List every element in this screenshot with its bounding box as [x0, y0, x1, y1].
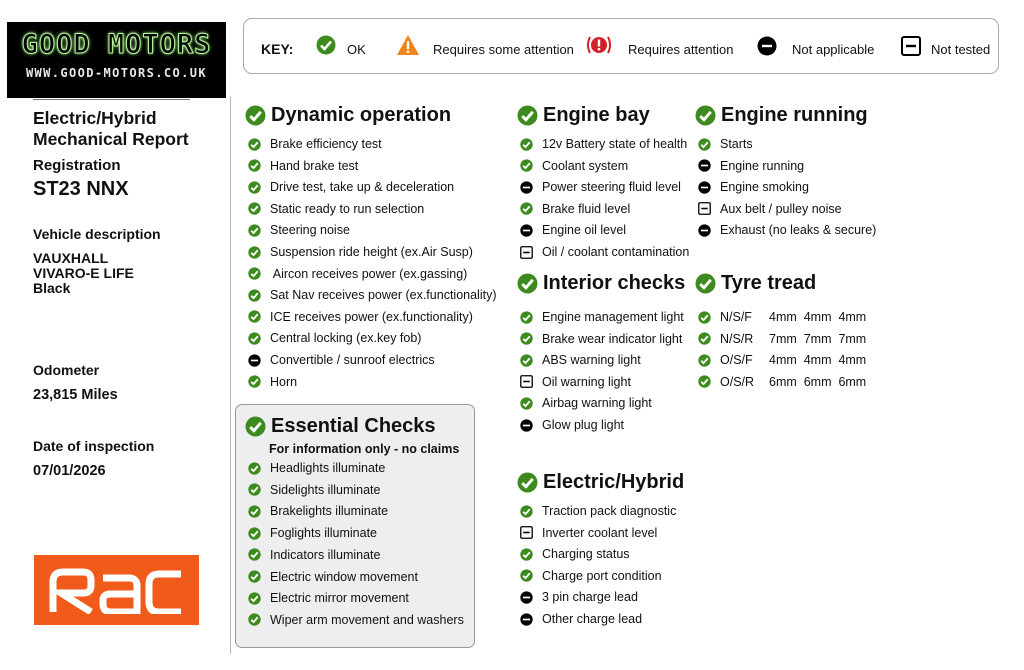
- report-title: [33, 108, 189, 150]
- check-item: [520, 569, 662, 583]
- ok-icon: [248, 181, 261, 194]
- ok-icon: [248, 483, 261, 496]
- check-item: [520, 547, 630, 561]
- inspection-date-value: 07/01/2026: [33, 463, 106, 479]
- tyre-tread-values: 4mm 4mm 4mm: [769, 353, 867, 368]
- ok-icon: [520, 569, 533, 582]
- check-item-label: ICE receives power (ex.functionality): [270, 309, 473, 324]
- check-item: [520, 310, 684, 324]
- ok-icon: [520, 397, 533, 410]
- check-item-label: Engine management light: [542, 310, 684, 324]
- check-item: [520, 526, 657, 540]
- check-item-label: Engine running: [720, 158, 805, 173]
- not-tested-icon: [520, 375, 533, 388]
- registration-value: ST23 NNX: [33, 178, 129, 200]
- check-item: [520, 504, 676, 518]
- check-item-label: Electric mirror movement: [270, 591, 409, 606]
- check-item-label: Other charge lead: [542, 612, 643, 626]
- section-subtitle: For information only - no claims: [269, 442, 460, 456]
- check-item: [520, 418, 624, 432]
- check-item-label: Indicators illuminate: [270, 547, 381, 562]
- section-title-text: Electric/Hybrid: [543, 471, 685, 493]
- check-item: [520, 180, 681, 194]
- check-item-label: Aux belt / pulley noise: [720, 201, 842, 216]
- check-item: [248, 137, 382, 151]
- check-item-label: Sat Nav receives power (ex.functionality): [270, 288, 497, 303]
- check-item: [248, 180, 454, 194]
- check-item-label: Charge port condition: [542, 568, 662, 583]
- ok-icon: [316, 35, 336, 55]
- ok-icon: [248, 246, 261, 259]
- check-item: [248, 353, 435, 367]
- ok-icon: [698, 354, 711, 367]
- vehicle-description-label: Vehicle description: [33, 226, 161, 242]
- check-item: [248, 526, 377, 540]
- check-item-label: Central locking (ex.key fob): [270, 331, 422, 346]
- check-item-label: Aircon receives power (ex.gassing): [270, 266, 468, 281]
- vehicle-description: [33, 251, 134, 296]
- column-divider: [230, 96, 231, 654]
- check-item-label: Suspension ride height (ex.Air Susp): [270, 245, 473, 259]
- ok-icon: [517, 273, 538, 294]
- not-tested-icon: [520, 246, 533, 259]
- good-motors-logo: [7, 22, 226, 98]
- check-item-label: Wiper arm movement and washers: [270, 612, 464, 627]
- inspection-date-label: Date of inspection: [33, 438, 155, 454]
- section-title: [695, 104, 868, 127]
- check-item: [248, 223, 350, 237]
- ok-icon: [248, 159, 261, 172]
- check-item: [698, 310, 752, 324]
- rac-logo-mark: [47, 566, 187, 614]
- check-item: [248, 548, 380, 562]
- ok-icon: [248, 224, 261, 237]
- rac-logo: [34, 555, 199, 625]
- check-item-label: N/S/R: [720, 331, 754, 346]
- check-item-label: Brake fluid level: [542, 201, 631, 216]
- check-item-label: ABS warning light: [542, 353, 641, 368]
- check-item: [698, 202, 842, 216]
- section-title: [245, 415, 436, 438]
- key-attention-label: Requires attention: [628, 42, 734, 57]
- check-item-label: Power steering fluid level: [542, 180, 681, 195]
- check-item: [248, 483, 380, 497]
- not-tested-icon: [901, 36, 921, 56]
- check-item: [698, 353, 753, 367]
- ok-icon: [517, 105, 538, 126]
- ok-icon: [695, 273, 716, 294]
- check-item: [520, 375, 631, 389]
- check-item: [520, 612, 642, 626]
- ok-icon: [698, 138, 711, 151]
- section-title-text: Tyre tread: [721, 272, 817, 294]
- check-item-label: Engine oil level: [542, 223, 627, 238]
- check-item: [520, 332, 682, 346]
- check-item-label: 3 pin charge lead: [542, 590, 638, 605]
- check-item: [698, 332, 753, 346]
- report-title-line2: Mechanical Report: [33, 129, 189, 149]
- section-title-text: Essential Checks: [271, 415, 436, 437]
- check-item-label: Brake wear indicator light: [542, 331, 683, 346]
- check-item-label: N/S/F: [720, 310, 752, 324]
- check-item-label: Coolant system: [542, 158, 629, 173]
- key-na-label: Not applicable: [792, 42, 875, 57]
- ok-icon: [695, 105, 716, 126]
- ok-icon: [520, 505, 533, 518]
- section-title: [517, 104, 650, 127]
- vehicle-make: VAUXHALL: [33, 250, 109, 266]
- check-item-label: Inverter coolant level: [542, 525, 658, 540]
- not-applicable-icon: [698, 181, 711, 194]
- ok-icon: [520, 332, 533, 345]
- ok-icon: [520, 548, 533, 561]
- section-title: [695, 272, 816, 295]
- key-ok-label: OK: [347, 42, 366, 57]
- check-item: [698, 375, 754, 389]
- check-item: [520, 202, 630, 216]
- ok-icon: [248, 527, 261, 540]
- section-title-text: Engine bay: [543, 104, 650, 126]
- ok-icon: [248, 375, 261, 388]
- section-title: [517, 272, 685, 295]
- check-item-label: Glow plug light: [542, 418, 624, 432]
- check-item-label: Engine smoking: [720, 180, 809, 195]
- section-title-text: Dynamic operation: [271, 104, 452, 126]
- ok-icon: [248, 570, 261, 583]
- ok-icon: [520, 202, 533, 215]
- check-item: [520, 245, 689, 259]
- check-item: [248, 504, 388, 518]
- not-applicable-icon: [698, 159, 711, 172]
- check-item-label: Charging status: [542, 547, 630, 562]
- not-applicable-icon: [520, 224, 533, 237]
- check-item: [520, 353, 641, 367]
- check-item-label: Drive test, take up & deceleration: [270, 180, 455, 195]
- check-item: [520, 159, 628, 173]
- vehicle-colour: Black: [33, 280, 71, 296]
- check-item: [520, 137, 687, 151]
- ok-icon: [248, 613, 261, 626]
- check-item: [248, 591, 409, 605]
- check-item-label: 12v Battery state of health: [542, 137, 688, 151]
- odometer-label: Odometer: [33, 362, 100, 378]
- ok-icon: [248, 548, 261, 561]
- check-item: [520, 396, 652, 410]
- section-title: [245, 104, 451, 127]
- key-some-attention-label: Requires some attention: [433, 42, 574, 57]
- check-item: [248, 331, 421, 345]
- check-item: [248, 288, 496, 302]
- logo-url: WWW.GOOD-MOTORS.CO.UK: [25, 66, 208, 80]
- check-item-label: Brake efficiency test: [270, 137, 382, 151]
- ok-icon: [248, 267, 261, 280]
- ok-icon: [248, 462, 261, 475]
- logo-brand: GOOD MOTORS: [21, 29, 212, 60]
- check-item-label: Headlights illuminate: [270, 461, 386, 475]
- check-item: [248, 267, 467, 281]
- section-title-text: Interior checks: [543, 272, 686, 294]
- tyre-tread-values: 6mm 6mm 6mm: [769, 374, 867, 389]
- ok-icon: [520, 159, 533, 172]
- check-item: [248, 245, 473, 259]
- ok-icon: [698, 311, 711, 324]
- key-not-tested-label: Not tested: [931, 42, 991, 57]
- check-item-label: Horn: [270, 374, 298, 389]
- tyre-tread-values: 4mm 4mm 4mm: [769, 310, 867, 324]
- ok-icon: [248, 592, 261, 605]
- ok-icon: [698, 375, 711, 388]
- check-item: [698, 223, 876, 237]
- check-item: [248, 202, 424, 216]
- odometer-value: 23,815 Miles: [33, 387, 118, 403]
- check-item: [248, 159, 358, 173]
- check-item-label: Brakelights illuminate: [270, 504, 389, 519]
- check-item-label: Foglights illuminate: [270, 526, 377, 541]
- check-item-label: O/S/F: [720, 353, 753, 368]
- check-item: [248, 375, 297, 389]
- report-title-line1: Electric/Hybrid: [33, 108, 157, 128]
- ok-icon: [520, 311, 533, 324]
- check-item: [698, 137, 753, 151]
- ok-icon: [245, 105, 266, 126]
- ok-icon: [248, 332, 261, 345]
- check-item-label: Hand brake test: [270, 158, 359, 173]
- check-item-label: Starts: [720, 137, 753, 151]
- check-item-label: O/S/R: [720, 374, 755, 389]
- check-item-label: Sidelights illuminate: [270, 482, 381, 497]
- not-tested-icon: [520, 526, 533, 539]
- logo-underline: [33, 99, 190, 100]
- ok-icon: [520, 138, 533, 151]
- ok-icon: [698, 332, 711, 345]
- check-item-label: Airbag warning light: [542, 396, 652, 411]
- ok-icon: [245, 416, 266, 437]
- not-applicable-icon: [520, 591, 533, 604]
- check-item: [248, 461, 385, 475]
- check-item: [248, 310, 473, 324]
- check-item-label: Oil warning light: [542, 374, 631, 389]
- attention-alert-icon: [585, 34, 613, 56]
- check-item: [520, 223, 626, 237]
- section-title: [517, 471, 684, 494]
- not-applicable-icon: [520, 181, 533, 194]
- ok-icon: [248, 289, 261, 302]
- check-item-label: Exhaust (no leaks & secure): [720, 223, 877, 238]
- check-item: [520, 590, 638, 604]
- not-applicable-icon: [248, 354, 261, 367]
- ok-icon: [517, 472, 538, 493]
- check-item-label: Steering noise: [270, 223, 350, 238]
- not-applicable-icon: [520, 613, 533, 626]
- check-item-label: Electric window movement: [270, 569, 418, 584]
- vehicle-model: VIVARO-E LIFE: [33, 265, 134, 281]
- check-item: [248, 570, 418, 584]
- status-key: [243, 18, 999, 74]
- ok-icon: [248, 310, 261, 323]
- not-applicable-icon: [698, 224, 711, 237]
- key-title: KEY:: [261, 41, 294, 57]
- not-tested-icon: [698, 202, 711, 215]
- ok-icon: [520, 354, 533, 367]
- check-item-label: Static ready to run selection: [270, 201, 425, 216]
- tyre-tread-values: 7mm 7mm 7mm: [769, 331, 867, 346]
- ok-icon: [248, 202, 261, 215]
- check-item: [698, 180, 809, 194]
- section-title-text: Engine running: [721, 104, 868, 126]
- not-applicable-icon: [757, 36, 777, 56]
- warning-triangle-icon: [396, 34, 420, 56]
- ok-icon: [248, 138, 261, 151]
- registration-label: Registration: [33, 157, 121, 174]
- check-item-label: Oil / coolant contamination: [542, 245, 690, 259]
- not-applicable-icon: [520, 419, 533, 432]
- check-item: [698, 159, 804, 173]
- check-item-label: Traction pack diagnostic: [542, 504, 677, 518]
- ok-icon: [248, 505, 261, 518]
- check-item: [248, 613, 464, 627]
- check-item-label: Convertible / sunroof electrics: [270, 353, 435, 367]
